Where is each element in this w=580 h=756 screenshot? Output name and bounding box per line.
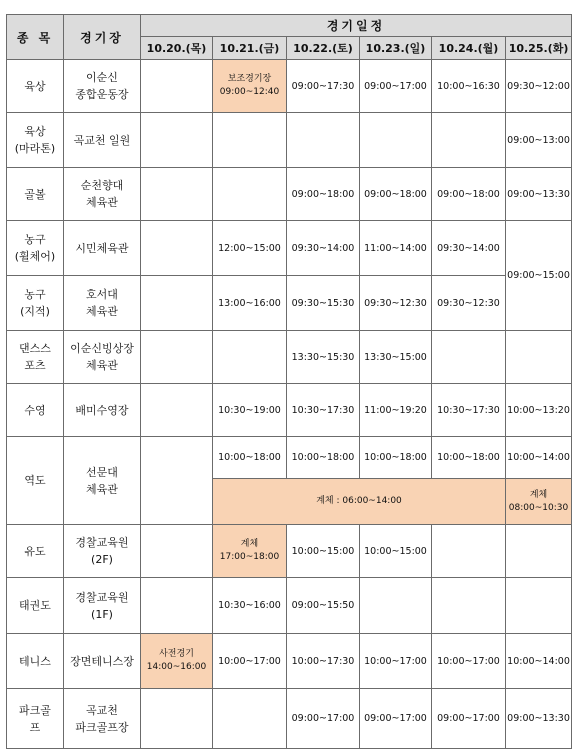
schedule-cell: 09:00~13:30: [506, 689, 572, 749]
schedule-cell: 10:00~14:00: [506, 437, 572, 479]
header-date: 10.23.(일): [360, 37, 432, 60]
weigh-in-cell: 계체 : 06:00~14:00: [213, 479, 506, 525]
schedule-cell: 09:00~13:30: [506, 168, 572, 221]
schedule-cell-empty: [141, 221, 213, 276]
table-row: [7, 221, 572, 276]
schedule-cell: 09:00~17:00: [360, 60, 432, 113]
table-row: [7, 113, 572, 168]
schedule-cell-empty: [141, 60, 213, 113]
sport-name: 농구 (휠체어): [7, 221, 64, 276]
schedule-cell-empty: [213, 168, 287, 221]
schedule-cell-empty: [141, 113, 213, 168]
header-date: 10.21.(금): [213, 37, 287, 60]
table-row: [7, 634, 572, 689]
sport-name: 역도: [7, 437, 64, 525]
schedule-cell-empty: [360, 113, 432, 168]
highlight-cell: [213, 60, 287, 113]
venue-name: 곡교천 일원: [64, 113, 141, 168]
highlight-time: 09:00~12:40: [219, 87, 280, 97]
schedule-cell-empty: [432, 331, 506, 384]
schedule-cell-empty: [141, 276, 213, 331]
schedule-cell-empty: [141, 578, 213, 634]
schedule-cell-empty: [432, 113, 506, 168]
schedule-cell: 10:00~15:00: [287, 525, 360, 578]
sport-name: 파크골 프: [7, 689, 64, 749]
schedule-cell: 13:00~16:00: [213, 276, 287, 331]
sport-name: 골볼: [7, 168, 64, 221]
table-row: [7, 60, 572, 113]
sport-name: 육상: [7, 60, 64, 113]
sport-name: 육상 (마라톤): [7, 113, 64, 168]
table-row: [7, 578, 572, 634]
highlight-time: 08:00~10:30: [508, 502, 569, 513]
highlight-time: 14:00~16:00: [146, 662, 207, 672]
schedule-cell: 09:00~17:00: [287, 689, 360, 749]
weigh-in-cell-d25: [506, 479, 572, 525]
schedule-table: [6, 14, 572, 749]
table-row: [7, 331, 572, 384]
schedule-cell: 09:00~18:00: [287, 168, 360, 221]
schedule-cell: 09:00~17:00: [432, 689, 506, 749]
schedule-cell-empty: [213, 331, 287, 384]
venue-name: 이순신 종합운동장: [64, 60, 141, 113]
schedule-cell: 10:00~17:00: [432, 634, 506, 689]
table-row: [7, 437, 572, 479]
schedule-cell: 10:30~17:30: [432, 384, 506, 437]
schedule-cell: 12:00~15:00: [213, 221, 287, 276]
schedule-cell-empty: [506, 578, 572, 634]
schedule-cell: 09:00~17:00: [360, 689, 432, 749]
schedule-cell: 10:00~13:20: [506, 384, 572, 437]
schedule-cell: 09:30~12:30: [432, 276, 506, 331]
sport-name: 테니스: [7, 634, 64, 689]
header-date: 10.20.(목): [141, 37, 213, 60]
highlight-title: 계체: [240, 539, 259, 549]
schedule-cell-empty: [141, 384, 213, 437]
highlight-cell: [213, 525, 287, 578]
schedule-cell: 10:00~16:30: [432, 60, 506, 113]
schedule-cell: 10:00~18:00: [213, 437, 287, 479]
venue-name: 경찰교육원 (2F): [64, 525, 141, 578]
table-row: [7, 384, 572, 437]
schedule-cell: 10:00~17:00: [213, 634, 287, 689]
schedule-cell: 09:30~15:30: [287, 276, 360, 331]
venue-name: 시민체육관: [64, 221, 141, 276]
sport-name: 댄스스 포츠: [7, 331, 64, 384]
schedule-cell-empty: [141, 168, 213, 221]
highlight-time: 17:00~18:00: [219, 552, 280, 562]
header-sport: 종 목: [7, 15, 64, 60]
venue-name: 이순신빙상장 체육관: [64, 331, 141, 384]
venue-name: 경찰교육원 (1F): [64, 578, 141, 634]
venue-name: 곡교천 파크골프장: [64, 689, 141, 749]
schedule-cell: 09:30~12:30: [360, 276, 432, 331]
highlight-title: 사전경기: [159, 649, 194, 659]
schedule-cell-empty: [213, 113, 287, 168]
schedule-cell: 09:30~14:00: [432, 221, 506, 276]
schedule-cell-empty: [213, 689, 287, 749]
schedule-cell: 11:00~19:20: [360, 384, 432, 437]
sport-name: 농구 (지적): [7, 276, 64, 331]
schedule-cell-empty: [141, 437, 213, 525]
sport-name: 수영: [7, 384, 64, 437]
table-row: [7, 525, 572, 578]
header-date: 10.25.(화): [506, 37, 572, 60]
schedule-cell-empty: [360, 578, 432, 634]
schedule-cell: 10:00~15:00: [360, 525, 432, 578]
schedule-cell-empty: [141, 331, 213, 384]
schedule-cell: 09:00~15:50: [287, 578, 360, 634]
schedule-cell: 10:00~17:00: [360, 634, 432, 689]
schedule-cell: 13:30~15:00: [360, 331, 432, 384]
schedule-cell: 10:00~18:00: [360, 437, 432, 479]
schedule-cell: 11:00~14:00: [360, 221, 432, 276]
schedule-cell: 09:30~12:00: [506, 60, 572, 113]
schedule-cell-empty: [432, 578, 506, 634]
schedule-cell: 09:00~17:30: [287, 60, 360, 113]
schedule-cell: 10:00~14:00: [506, 634, 572, 689]
venue-name: 선문대 체육관: [64, 437, 141, 525]
schedule-cell-empty: [287, 113, 360, 168]
schedule-cell: 09:30~14:00: [287, 221, 360, 276]
table-row: [7, 276, 572, 331]
sport-name: 태권도: [7, 578, 64, 634]
schedule-cell: 09:00~18:00: [360, 168, 432, 221]
schedule-cell: 10:30~16:00: [213, 578, 287, 634]
schedule-cell: 09:00~13:00: [506, 113, 572, 168]
highlight-title: 계체: [529, 489, 548, 500]
header-date: 10.24.(월): [432, 37, 506, 60]
schedule-cell-empty: [506, 331, 572, 384]
header-schedule: 경기일정: [141, 15, 572, 37]
table-row: [7, 689, 572, 749]
highlight-title: 보조경기장: [227, 74, 272, 84]
schedule-cell-empty: [141, 525, 213, 578]
venue-name: 배미수영장: [64, 384, 141, 437]
schedule-cell: 10:30~17:30: [287, 384, 360, 437]
venue-name: 순천향대 체육관: [64, 168, 141, 221]
schedule-cell: 10:30~19:00: [213, 384, 287, 437]
sport-name: 유도: [7, 525, 64, 578]
schedule-cell: 10:00~18:00: [432, 437, 506, 479]
schedule-cell-empty: [141, 689, 213, 749]
header-venue: 경기장: [64, 15, 141, 60]
venue-name: 호서대 체육관: [64, 276, 141, 331]
header-date: 10.22.(토): [287, 37, 360, 60]
schedule-cell: 10:00~18:00: [287, 437, 360, 479]
schedule-cell-empty: [506, 525, 572, 578]
schedule-cell: 13:30~15:30: [287, 331, 360, 384]
highlight-cell: [141, 634, 213, 689]
schedule-cell: 09:00~15:00: [506, 221, 572, 331]
schedule-cell: 10:00~17:30: [287, 634, 360, 689]
schedule-cell-empty: [432, 525, 506, 578]
schedule-cell: 09:00~18:00: [432, 168, 506, 221]
venue-name: 장면테니스장: [64, 634, 141, 689]
table-row: [7, 168, 572, 221]
